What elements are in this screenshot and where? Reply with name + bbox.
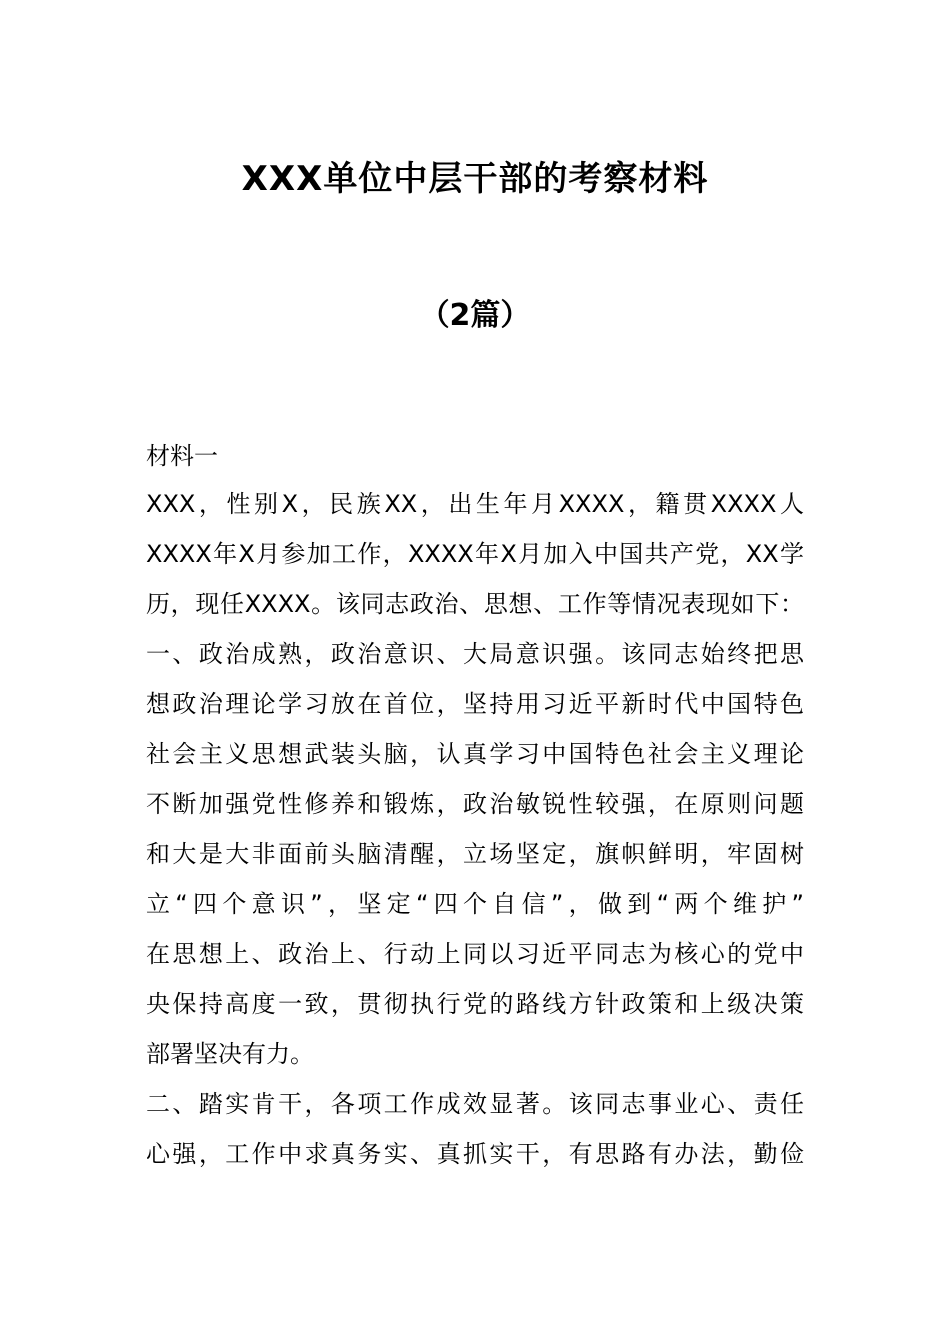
body-line: 在思想上、政治上、行动上同以习近平同志为核心的党中 (146, 940, 804, 968)
body-line: 社会主义思想武装头脑，认真学习中国特色社会主义理论 (146, 740, 804, 768)
body-line: 部署坚决有力。 (146, 1040, 314, 1068)
section-label: 材料一 (146, 442, 218, 470)
body-line: 不断加强党性修养和锻炼，政治敏锐性较强，在原则问题 (146, 790, 804, 818)
body-line: 立“四个意识”，坚定“四个自信”，做到“两个维护” (146, 890, 804, 918)
body-line: 央保持高度一致，贯彻执行党的路线方针政策和上级决策 (146, 990, 804, 1018)
body-line: 想政治理论学习放在首位，坚持用习近平新时代中国特色 (146, 690, 804, 718)
body-line: 一、政治成熟，政治意识、大局意识强。该同志始终把思 (146, 640, 804, 668)
body-line: 二、踏实肯干，各项工作成效显著。该同志事业心、责任 (146, 1090, 804, 1118)
body-line: 心强，工作中求真务实、真抓实干，有思路有办法，勤俭 (146, 1140, 804, 1168)
body-line: XXXX年X月参加工作，XXXX年X月加入中国共产党，XX学 (146, 540, 804, 568)
body-line: XXX，性别X，民族XX，出生年月XXXX，籍贯XXXX人 (146, 490, 804, 518)
document-title: XXX单位中层干部的考察材料 (241, 159, 709, 199)
body-line: 和大是大非面前头脑清醒，立场坚定，旗帜鲜明，牢固树 (146, 840, 804, 868)
body-line: 历，现任XXXX。该同志政治、思想、工作等情况表现如下： (146, 590, 804, 618)
document-subtitle: （2篇） (419, 298, 531, 333)
